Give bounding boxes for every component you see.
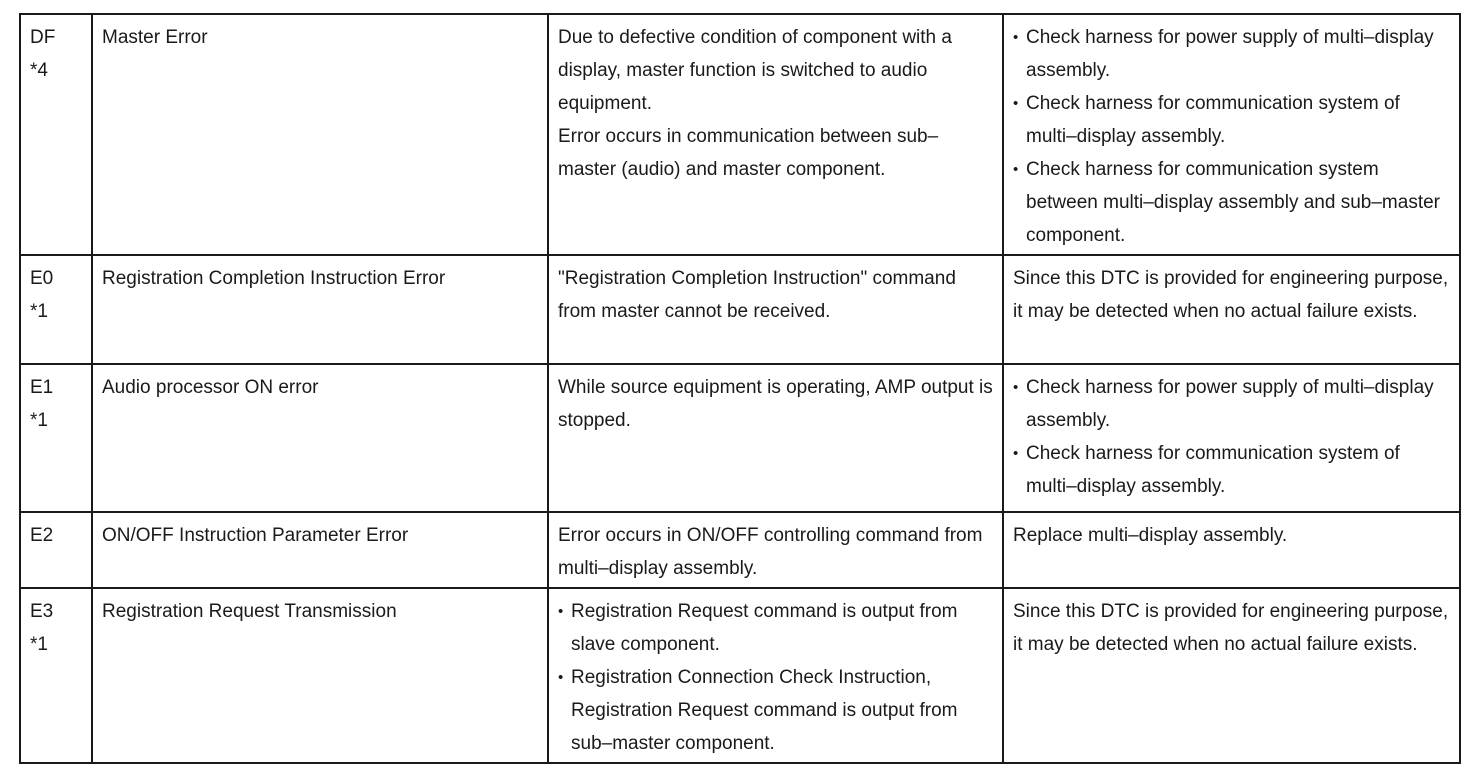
dtc-table — [19, 13, 1461, 764]
table-row — [20, 588, 1460, 763]
table-row — [20, 364, 1460, 512]
dtc-note: *1 — [30, 410, 48, 431]
table-row — [20, 14, 1460, 255]
dtc-code: E3 — [30, 601, 54, 622]
detection-item-cell — [92, 364, 548, 512]
detection-item: Registration Request Transmission — [102, 601, 397, 622]
condition-text: Due to defective condition of component with a display, master function is switched to audio equipment. — [558, 27, 952, 114]
action-text: Since this DTC is provided for engineering purpose, it may be detected when no actual failure exists. — [1013, 268, 1449, 322]
action-item: • Check harness for power supply of multi–display assembly. — [1013, 21, 1451, 87]
table-row — [20, 512, 1460, 588]
condition-item: • Registration Connection Check Instruction, Registration Request command is output from sub–master component. — [558, 661, 994, 760]
action-list — [1013, 371, 1451, 503]
action-cell — [1003, 255, 1460, 364]
dtc-code-cell — [20, 512, 92, 588]
trouble-area-cell — [548, 512, 1003, 588]
trouble-area-cell — [548, 255, 1003, 364]
condition-text: "Registration Completion Instruction" command from master cannot be received. — [558, 268, 956, 322]
dtc-code-cell — [20, 255, 92, 364]
condition-text: Error occurs in ON/OFF controlling command from multi–display assembly. — [558, 525, 983, 579]
condition-text: Error occurs in communication between sub–master (audio) and master component. — [558, 126, 939, 180]
dtc-note: *1 — [30, 634, 48, 655]
action-item: • Check harness for communication system of multi–display assembly. — [1013, 437, 1451, 503]
dtc-code-cell — [20, 588, 92, 763]
action-text: Since this DTC is provided for engineering purpose, it may be detected when no actual failure exists. — [1013, 601, 1449, 655]
dtc-code: E2 — [30, 525, 54, 546]
detection-item: ON/OFF Instruction Parameter Error — [102, 525, 409, 546]
detection-item: Master Error — [102, 27, 208, 48]
action-text: Replace multi–display assembly. — [1013, 525, 1288, 546]
detection-item-cell — [92, 512, 548, 588]
action-cell — [1003, 14, 1460, 255]
detection-item: Audio processor ON error — [102, 377, 319, 398]
trouble-area-cell — [548, 364, 1003, 512]
action-item: • Check harness for communication system between multi–display assembly and sub–master component. — [1013, 153, 1451, 252]
dtc-code: E0 — [30, 268, 54, 289]
action-item: • Check harness for power supply of multi–display assembly. — [1013, 371, 1451, 437]
action-list — [1013, 21, 1451, 252]
action-cell — [1003, 512, 1460, 588]
condition-list — [558, 595, 994, 760]
condition-text: While source equipment is operating, AMP output is stopped. — [558, 377, 993, 431]
action-cell — [1003, 588, 1460, 763]
dtc-code: E1 — [30, 377, 54, 398]
trouble-area-cell — [548, 14, 1003, 255]
dtc-code-cell — [20, 14, 92, 255]
trouble-area-cell — [548, 588, 1003, 763]
detection-item-cell — [92, 588, 548, 763]
dtc-note: *4 — [30, 60, 48, 81]
condition-item: • Registration Request command is output from slave component. — [558, 595, 994, 661]
detection-item-cell — [92, 14, 548, 255]
detection-item-cell — [92, 255, 548, 364]
dtc-code-cell — [20, 364, 92, 512]
table-row — [20, 255, 1460, 364]
detection-item: Registration Completion Instruction Error — [102, 268, 446, 289]
dtc-note: *1 — [30, 301, 48, 322]
action-cell — [1003, 364, 1460, 512]
action-item: • Check harness for communication system of multi–display assembly. — [1013, 87, 1451, 153]
dtc-code: DF — [30, 27, 56, 48]
